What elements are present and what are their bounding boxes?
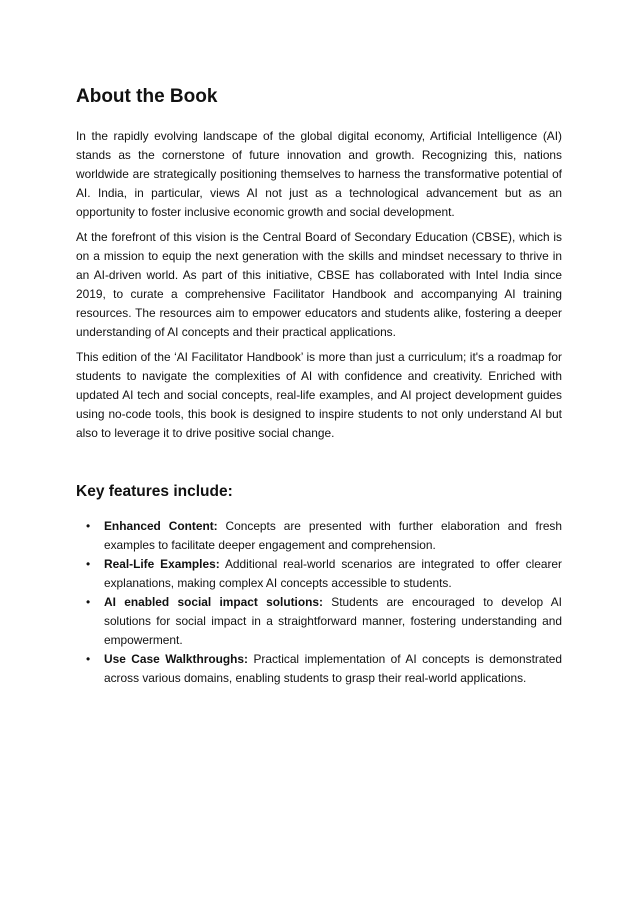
feature-description: Students are encouraged to develop AI solutions for social impact in a straightforward manner, fostering understanding and empowerment. bbox=[104, 595, 562, 647]
feature-item-enhanced-content bbox=[76, 517, 562, 555]
edition-paragraph: This edition of the ‘AI Facilitator Handbook’ is more than just a curriculum; it's a roadmap for students to navigate the complexities of AI with confidence and creativity. Enriched with updated AI tech and social concepts, real-life examples, and AI project development guides using no-code tools, this book is designed to inspire students to not only understand AI but also to leverage it to drive positive social change. bbox=[76, 350, 562, 440]
intro-paragraph: In the rapidly evolving landscape of the global digital economy, Artificial Intelligence (AI) stands as the cornerstone of future innovation and growth. Recognizing this, nations worldwide are strategically positioning themselves to harness the transformative potential of AI. India, in particular, views AI not just as a technological advancement but as an opportunity to foster inclusive economic growth and social development. bbox=[76, 129, 562, 219]
feature-name: AI enabled social impact solutions: bbox=[104, 595, 323, 609]
feature-name: Use Case Walkthroughs: bbox=[104, 652, 248, 666]
feature-item-social-impact bbox=[76, 593, 562, 650]
feature-description: Practical implementation of AI concepts is demonstrated across various domains, enabling students to grasp their real-world applications. bbox=[104, 652, 562, 685]
feature-item-use-case-walkthroughs bbox=[76, 650, 562, 688]
feature-name: Enhanced Content: bbox=[104, 519, 218, 533]
cbse-paragraph: At the forefront of this vision is the Central Board of Secondary Education (CBSE), which is on a mission to equip the next generation with the skills and mindset necessary to thrive in an AI-driven world. As part of this initiative, CBSE has collaborated with Intel India since 2019, to curate a comprehensive Facilitator Handbook and accompanying AI training resources. The resources aim to empower educators and students alike, fostering a deeper understanding of AI concepts and their practical applications. bbox=[76, 230, 562, 339]
page-title: About the Book bbox=[76, 86, 218, 107]
features-heading: Key features include: bbox=[76, 483, 233, 500]
bullet-icon: • bbox=[86, 519, 91, 533]
feature-description: Concepts are presented with further elaboration and fresh examples to facilitate deeper engagement and comprehension. bbox=[104, 519, 562, 552]
features-list bbox=[76, 517, 562, 688]
bullet-icon: • bbox=[86, 595, 91, 609]
bullet-icon: • bbox=[86, 652, 91, 666]
feature-item-real-life-examples bbox=[76, 555, 562, 593]
bullet-icon: • bbox=[86, 557, 91, 571]
feature-name: Real-Life Examples: bbox=[104, 557, 220, 571]
feature-description: Additional real-world scenarios are integrated to offer clearer explanations, making complex AI concepts accessible to students. bbox=[104, 557, 562, 590]
